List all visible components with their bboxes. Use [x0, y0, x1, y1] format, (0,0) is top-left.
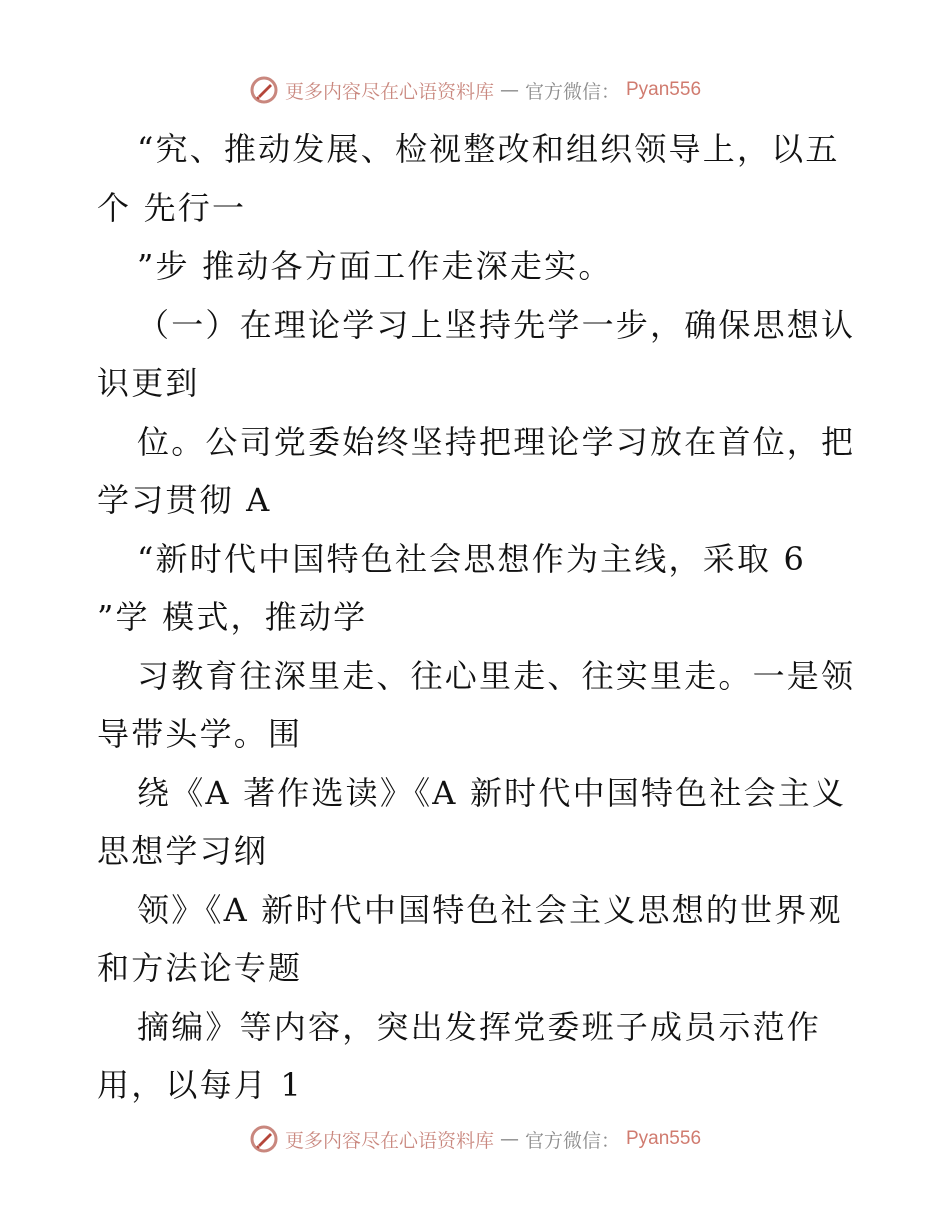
document-body: [97, 120, 857, 1115]
text-line: “究、推动发展、检视整改和组织领导上，以五: [137, 130, 840, 168]
watermark-wechat-id: Pyan556: [626, 79, 702, 100]
quill-seal-icon: [249, 75, 279, 105]
text-line: 绕《A 著作选读》《A 新时代中国特色社会主义: [137, 773, 847, 812]
watermark-official-label: 官方微信：: [524, 1129, 620, 1152]
watermark-brand: 更多内容尽在心语资料库: [284, 80, 494, 103]
quill-seal-icon: [249, 1124, 279, 1154]
text-line: 思想学习纲: [97, 832, 269, 870]
watermark-wechat-id: Pyan556: [626, 1128, 702, 1149]
header-watermark: [0, 70, 950, 110]
text-line: （一）在理论学习上坚持先学一步，确保思想认: [137, 305, 856, 344]
text-line: 摘编》等内容，突出发挥党委班子成员示范作: [137, 1007, 822, 1046]
text-line: 识更到: [97, 364, 200, 402]
text-line: 位。公司党委始终坚持把理论学习放在首位，把: [137, 422, 856, 461]
watermark-brand: 更多内容尽在心语资料库: [284, 1129, 494, 1152]
watermark-dash: —: [499, 79, 519, 101]
text-line: 导带头学。围: [97, 715, 303, 753]
text-line: “新时代中国特色社会思想作为主线，采取 6: [137, 539, 807, 578]
watermark-official-label: 官方微信：: [524, 80, 620, 103]
text-line: 习教育往深里走、往心里走、往实里走。一是领: [137, 656, 856, 695]
text-line: 领》《A 新时代中国特色社会主义思想的世界观: [137, 890, 843, 929]
text-line: 和方法论专题: [97, 949, 303, 987]
text-line: 学习贯彻 A: [97, 481, 272, 519]
footer-watermark: [0, 1119, 950, 1159]
text-line: 个 先行一: [97, 188, 247, 227]
text-line: 用，以每月 1: [97, 1066, 303, 1104]
text-line: ”学 模式，推动学: [97, 598, 368, 636]
watermark-dash: —: [499, 1128, 519, 1150]
text-line: ”步 推动各方面工作走深走实。: [137, 247, 613, 285]
